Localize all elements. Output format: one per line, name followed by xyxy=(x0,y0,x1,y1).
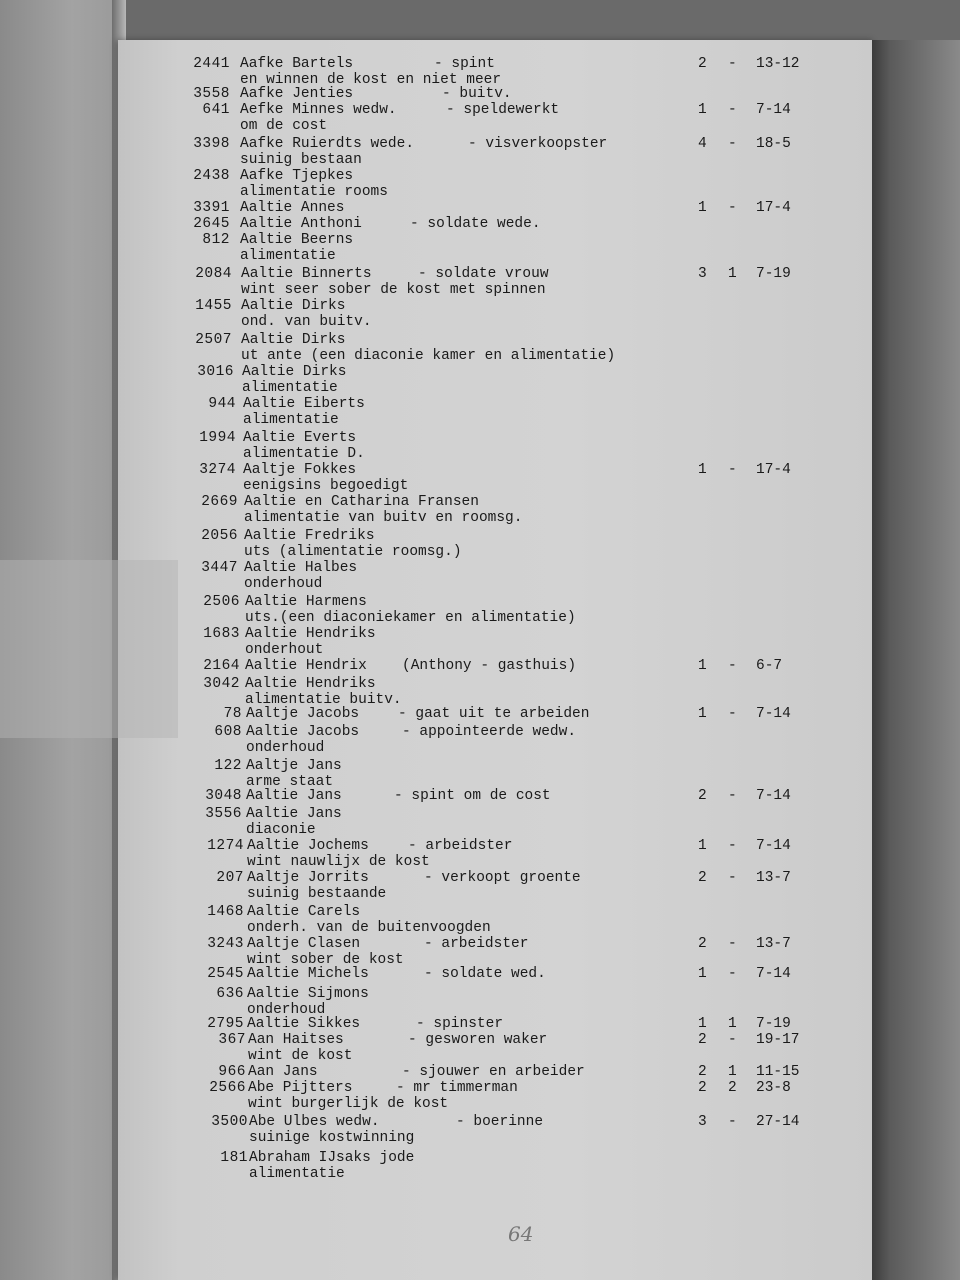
entry-number: 2545 xyxy=(207,966,244,982)
amount-part: - xyxy=(728,658,737,674)
entry-note: suinig bestaande xyxy=(247,886,387,902)
amount-part: 1 xyxy=(698,706,707,722)
entry-number: 2438 xyxy=(193,168,230,184)
entry-name: Aaltie Sikkes xyxy=(247,1016,361,1032)
amount-part: 7-19 xyxy=(756,266,791,282)
entry-name: Aaltie Everts xyxy=(243,430,357,446)
entry-name: Aaltie Anthoni xyxy=(240,216,362,232)
entry-note: onderh. van de buitenvoogden xyxy=(247,920,491,936)
entry-occupation: - sjouwer en arbeider xyxy=(402,1064,585,1080)
entry-occupation: - buitv. xyxy=(442,86,512,102)
entry-number: 3274 xyxy=(199,462,236,478)
entry-number: 367 xyxy=(218,1032,246,1048)
amount-part: 1 xyxy=(698,102,707,118)
amount-part: 6-7 xyxy=(756,658,783,674)
amount-part: 2 xyxy=(698,870,707,886)
entry-name: Aaltie Michels xyxy=(247,966,369,982)
page-number: 64 xyxy=(508,1222,534,1246)
entry-occupation: - spinster xyxy=(416,1016,504,1032)
amount-part: 7-14 xyxy=(756,838,791,854)
entry-number: 1468 xyxy=(207,904,244,920)
amount-part: 1 xyxy=(698,462,707,478)
entry-number: 3500 xyxy=(211,1114,248,1130)
entry-occupation: - spint xyxy=(434,56,495,72)
entry-number: 1455 xyxy=(195,298,232,314)
amount-part: 1 xyxy=(698,658,707,674)
amount-part: - xyxy=(728,462,737,478)
amount-part: 2 xyxy=(728,1080,737,1096)
entry-name: Aaltie Harmens xyxy=(245,594,367,610)
amount-part: 19-17 xyxy=(756,1032,800,1048)
entry-note: om de cost xyxy=(240,118,328,134)
entry-name: Aafke Ruierdts wede. xyxy=(240,136,415,152)
entry-number: 812 xyxy=(202,232,230,248)
entry-occupation: - visverkoopster xyxy=(468,136,608,152)
entry-number: 3243 xyxy=(207,936,244,952)
amount-part: 7-14 xyxy=(756,788,791,804)
entry-occupation: - verkoopt groente xyxy=(424,870,581,886)
amount-part: 7-14 xyxy=(756,966,791,982)
entry-note: alimentatie xyxy=(240,248,336,264)
entry-name: Aan Haitses xyxy=(248,1032,344,1048)
amount-part: - xyxy=(728,966,737,982)
entry-note: diaconie xyxy=(246,822,316,838)
amount-part: 2 xyxy=(698,1064,707,1080)
entry-number: 608 xyxy=(214,724,242,740)
amount-part: - xyxy=(728,1032,737,1048)
entry-occupation: - appointeerde wedw. xyxy=(402,724,577,740)
entry-name: Aaltie Jacobs xyxy=(246,724,360,740)
entry-note: wint sober de kost xyxy=(247,952,404,968)
entry-name: Aefke Minnes wedw. xyxy=(240,102,397,118)
entry-number: 3042 xyxy=(203,676,240,692)
entry-number: 3016 xyxy=(197,364,234,380)
amount-part: 4 xyxy=(698,136,707,152)
amount-part: - xyxy=(728,838,737,854)
amount-part: 1 xyxy=(698,838,707,854)
entry-name: Aan Jans xyxy=(248,1064,318,1080)
amount-part: 7-14 xyxy=(756,706,791,722)
entry-occupation: - gaat uit te arbeiden xyxy=(398,706,590,722)
entry-note: eenigsins begoedigt xyxy=(243,478,409,494)
entry-name: Abe Pijtters xyxy=(248,1080,353,1096)
amount-part: 17-4 xyxy=(756,462,791,478)
entry-name: Aaltie Annes xyxy=(240,200,345,216)
entry-note: onderhoud xyxy=(247,1002,326,1018)
amount-part: 27-14 xyxy=(756,1114,800,1130)
amount-part: 13-7 xyxy=(756,870,791,886)
entry-note: alimentatie xyxy=(242,380,338,396)
entry-note: suinig bestaan xyxy=(240,152,362,168)
amount-part: - xyxy=(728,706,737,722)
entry-note: onderhoud xyxy=(244,576,323,592)
entry-note: alimentatie rooms xyxy=(240,184,388,200)
entry-note: wint nauwlijx de kost xyxy=(247,854,430,870)
entry-number: 2084 xyxy=(195,266,232,282)
amount-part: - xyxy=(728,102,737,118)
entry-number: 1994 xyxy=(199,430,236,446)
entry-occupation: - mr timmerman xyxy=(396,1080,518,1096)
entry-name: Aaltje Jacobs xyxy=(246,706,360,722)
amount-part: 1 xyxy=(698,1016,707,1032)
entry-occupation: - arbeidster xyxy=(424,936,529,952)
entry-name: Aaltje Jans xyxy=(246,758,342,774)
entry-note: alimentatie van buitv en roomsg. xyxy=(244,510,523,526)
entry-name: Aaltje Clasen xyxy=(247,936,361,952)
amount-part: - xyxy=(728,56,737,72)
entry-name: Aaltie en Catharina Fransen xyxy=(244,494,479,510)
entry-name: Aaltie Jochems xyxy=(247,838,369,854)
amount-part: 18-5 xyxy=(756,136,791,152)
entry-name: Aafke Jenties xyxy=(240,86,354,102)
amount-part: 3 xyxy=(698,266,707,282)
entry-number: 2669 xyxy=(201,494,238,510)
amount-part: - xyxy=(728,200,737,216)
entry-occupation: - speldewerkt xyxy=(446,102,560,118)
entry-number: 944 xyxy=(208,396,236,412)
entry-number: 2507 xyxy=(195,332,232,348)
entry-note: onderhoud xyxy=(246,740,325,756)
entry-note: ut ante (een diaconie kamer en alimentatie) xyxy=(241,348,616,364)
amount-part: 1 xyxy=(728,1016,737,1032)
entry-number: 3048 xyxy=(205,788,242,804)
entry-occupation: - soldate wede. xyxy=(410,216,541,232)
entry-number: 1683 xyxy=(203,626,240,642)
entry-note: onderhout xyxy=(245,642,324,658)
entry-name: Aaltie Fredriks xyxy=(244,528,375,544)
entry-name: Aaltie Hendriks xyxy=(245,676,376,692)
entry-number: 2506 xyxy=(203,594,240,610)
amount-part: 7-14 xyxy=(756,102,791,118)
amount-part: 13-12 xyxy=(756,56,800,72)
entry-number: 2441 xyxy=(193,56,230,72)
entry-note: arme staat xyxy=(246,774,334,790)
entry-note: wint burgerlijk de kost xyxy=(248,1096,449,1112)
amount-part: 2 xyxy=(698,56,707,72)
entry-note: ond. van buitv. xyxy=(241,314,372,330)
entry-note: alimentatie xyxy=(243,412,339,428)
entry-name: Aaltie Hendrix xyxy=(245,658,367,674)
entry-number: 3398 xyxy=(193,136,230,152)
entry-name: Aaltie Jans xyxy=(246,806,342,822)
entry-number: 181 xyxy=(220,1150,248,1166)
amount-part: 11-15 xyxy=(756,1064,800,1080)
entry-name: Aafke Bartels xyxy=(240,56,354,72)
entry-name: Aaltie Halbes xyxy=(244,560,358,576)
entry-number: 3447 xyxy=(201,560,238,576)
entry-occupation: - spint om de cost xyxy=(394,788,551,804)
entry-name: Aaltie Eiberts xyxy=(243,396,365,412)
amount-part: 1 xyxy=(728,266,737,282)
amount-part: 7-19 xyxy=(756,1016,791,1032)
amount-part: 3 xyxy=(698,1114,707,1130)
entry-note: alimentatie buitv. xyxy=(245,692,402,708)
entry-note: uts (alimentatie roomsg.) xyxy=(244,544,462,560)
entry-note: uts.(een diaconiekamer en alimentatie) xyxy=(245,610,576,626)
entry-number: 636 xyxy=(216,986,244,1002)
entry-occupation: - soldate wed. xyxy=(424,966,546,982)
entry-number: 3391 xyxy=(193,200,230,216)
amount-part: 13-7 xyxy=(756,936,791,952)
amount-part: 2 xyxy=(698,1032,707,1048)
entry-note: suinige kostwinning xyxy=(249,1130,415,1146)
entry-name: Aaltie Dirks xyxy=(241,332,346,348)
entry-number: 3556 xyxy=(205,806,242,822)
entry-name: Aaltie Dirks xyxy=(241,298,346,314)
entry-name: Aaltie Dirks xyxy=(242,364,347,380)
entry-number: 2795 xyxy=(207,1016,244,1032)
entry-note: wint seer sober de kost met spinnen xyxy=(241,282,546,298)
entry-name: Aaltje Fokkes xyxy=(243,462,357,478)
entry-number: 2164 xyxy=(203,658,240,674)
amount-part: 1 xyxy=(698,966,707,982)
entry-name: Aaltie Jans xyxy=(246,788,342,804)
amount-part: 2 xyxy=(698,936,707,952)
amount-part: 2 xyxy=(698,788,707,804)
entry-name: Aaltje Jorrits xyxy=(247,870,369,886)
entry-note: wint de kost xyxy=(248,1048,353,1064)
amount-part: 1 xyxy=(698,200,707,216)
entry-name: Aaltie Binnerts xyxy=(241,266,372,282)
amount-part: 2 xyxy=(698,1080,707,1096)
entry-number: 3558 xyxy=(193,86,230,102)
entry-name: Aaltie Hendriks xyxy=(245,626,376,642)
entry-name: Aaltie Carels xyxy=(247,904,361,920)
entry-number: 2056 xyxy=(201,528,238,544)
entry-number: 1274 xyxy=(207,838,244,854)
amount-part: - xyxy=(728,870,737,886)
entry-occupation: - gesworen waker xyxy=(408,1032,548,1048)
entry-occupation: (Anthony - gasthuis) xyxy=(402,658,577,674)
entry-name: Aaltie Beerns xyxy=(240,232,354,248)
entry-note: alimentatie xyxy=(249,1166,345,1182)
amount-part: - xyxy=(728,788,737,804)
entry-number: 207 xyxy=(216,870,244,886)
entry-number: 641 xyxy=(202,102,230,118)
entry-name: Abe Ulbes wedw. xyxy=(249,1114,380,1130)
entry-number: 966 xyxy=(218,1064,246,1080)
amount-part: - xyxy=(728,136,737,152)
amount-part: 1 xyxy=(728,1064,737,1080)
entry-occupation: - soldate vrouw xyxy=(418,266,549,282)
entry-note: alimentatie D. xyxy=(243,446,365,462)
amount-part: 17-4 xyxy=(756,200,791,216)
entry-number: 2645 xyxy=(193,216,230,232)
entry-number: 2566 xyxy=(209,1080,246,1096)
amount-part: 23-8 xyxy=(756,1080,791,1096)
entry-note: en winnen de kost en niet meer xyxy=(240,72,502,88)
entry-occupation: - boerinne xyxy=(456,1114,544,1130)
entry-occupation: - arbeidster xyxy=(408,838,513,854)
entry-number: 78 xyxy=(223,706,242,722)
entry-name: Aaltie Sijmons xyxy=(247,986,369,1002)
amount-part: - xyxy=(728,936,737,952)
entry-name: Abraham IJsaks jode xyxy=(249,1150,415,1166)
amount-part: - xyxy=(728,1114,737,1130)
entry-name: Aafke Tjepkes xyxy=(240,168,354,184)
entry-number: 122 xyxy=(214,758,242,774)
